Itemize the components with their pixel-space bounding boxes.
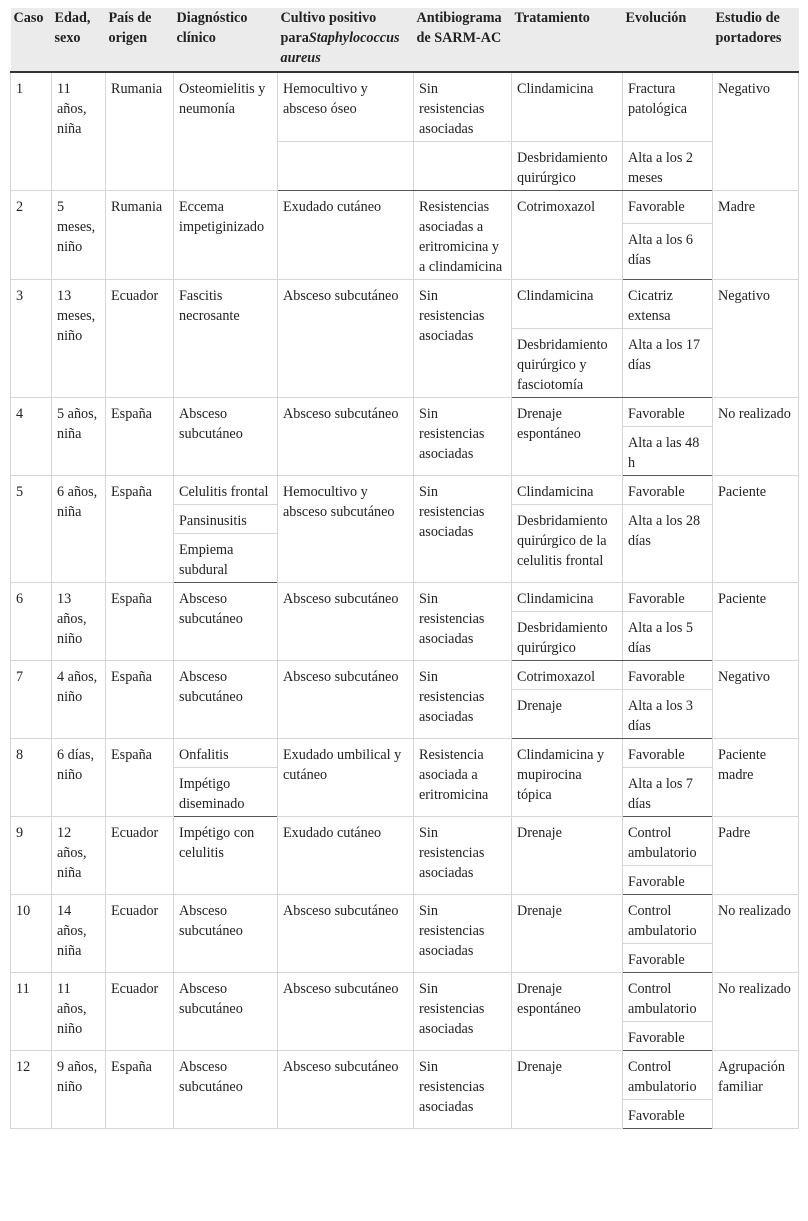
diagnosis: Pansinusitis: [174, 505, 278, 534]
culture: Absceso subcutáneo: [278, 280, 414, 398]
header-cultivo: [278, 8, 414, 72]
diagnosis: Osteomielitis y neumonía: [174, 72, 278, 191]
carrier-study: Paciente: [713, 583, 799, 661]
case-number: 6: [11, 583, 52, 661]
culture: Absceso subcutáneo: [278, 398, 414, 476]
case-number: 2: [11, 191, 52, 280]
outcome: Control ambulatorio: [623, 973, 713, 1022]
age-sex: 14 años, niña: [52, 895, 106, 973]
country: España: [106, 661, 174, 739]
country: España: [106, 1051, 174, 1129]
treatment: Desbridamiento quirúrgico: [512, 142, 623, 191]
carrier-study: Padre: [713, 817, 799, 895]
case-number: 4: [11, 398, 52, 476]
carrier-study: Paciente madre: [713, 739, 799, 817]
treatment: Drenaje espontáneo: [512, 398, 623, 476]
age-sex: 12 años, niña: [52, 817, 106, 895]
treatment: Cotrimoxazol: [512, 191, 623, 280]
age-sex: 11 años, niño: [52, 973, 106, 1051]
age-sex: 4 años, niño: [52, 661, 106, 739]
country: España: [106, 476, 174, 583]
header-portadores: Estudio de portadores: [713, 8, 799, 72]
case-number: 3: [11, 280, 52, 398]
carrier-study: Agrupación familiar: [713, 1051, 799, 1129]
culture: Hemocultivo y absceso óseo: [278, 72, 414, 142]
treatment: Clindamicina: [512, 280, 623, 329]
outcome: Alta a los 17 días: [623, 329, 713, 398]
carrier-study: Negativo: [713, 72, 799, 191]
case-number: 12: [11, 1051, 52, 1129]
outcome: Alta a los 28 días: [623, 505, 713, 583]
diagnosis: Onfalitis: [174, 739, 278, 768]
header-antibiograma: Antibiograma de SARM-AC: [414, 8, 512, 72]
header-pais: País de origen: [106, 8, 174, 72]
diagnosis: Absceso subcutáneo: [174, 973, 278, 1051]
table-row: [11, 583, 799, 612]
outcome: Favorable: [623, 583, 713, 612]
treatment: Desbridamiento quirúrgico: [512, 612, 623, 661]
table-row: [11, 973, 799, 1022]
diagnosis: Empiema subdural: [174, 534, 278, 583]
header-row: [11, 8, 799, 72]
antibiogram: Sin resistencias asociadas: [414, 583, 512, 661]
outcome: Favorable: [623, 1022, 713, 1051]
outcome: Favorable: [623, 1100, 713, 1129]
table-row: [11, 72, 799, 142]
outcome: Favorable: [623, 476, 713, 505]
treatment: Clindamicina: [512, 72, 623, 142]
culture: Exudado umbilical y cutáneo: [278, 739, 414, 817]
carrier-study: No realizado: [713, 398, 799, 476]
carrier-study: Paciente: [713, 476, 799, 583]
header-evolucion: Evolución: [623, 8, 713, 72]
outcome: Favorable: [623, 739, 713, 768]
table-body: [11, 72, 799, 1129]
header-cultivo-organism: Staphylococcus aureus: [280, 30, 400, 66]
treatment: Desbridamiento quirúrgico de la celulitis frontal: [512, 505, 623, 583]
treatment: Drenaje: [512, 690, 623, 739]
outcome: Favorable: [623, 398, 713, 427]
table-row: [11, 661, 799, 690]
table-row: [11, 817, 799, 866]
treatment: Drenaje: [512, 895, 623, 973]
diagnosis: Absceso subcutáneo: [174, 1051, 278, 1129]
diagnosis: Eccema impetiginizado: [174, 191, 278, 280]
country: Ecuador: [106, 973, 174, 1051]
outcome: Control ambulatorio: [623, 817, 713, 866]
country: Rumania: [106, 191, 174, 280]
case-number: 10: [11, 895, 52, 973]
table-row: [11, 280, 799, 329]
culture: Exudado cutáneo: [278, 191, 414, 280]
antibiogram: Sin resistencias asociadas: [414, 817, 512, 895]
case-number: 11: [11, 973, 52, 1051]
outcome: Favorable: [623, 944, 713, 973]
carrier-study: Negativo: [713, 280, 799, 398]
outcome: Control ambulatorio: [623, 895, 713, 944]
culture: Absceso subcutáneo: [278, 973, 414, 1051]
antibiogram: Sin resistencias asociadas: [414, 661, 512, 739]
culture: Exudado cutáneo: [278, 817, 414, 895]
age-sex: 11 años, niña: [52, 72, 106, 191]
table-row: [11, 1051, 799, 1100]
antibiogram: Sin resistencias asociadas: [414, 895, 512, 973]
table-row: [11, 191, 799, 224]
diagnosis: Celulitis frontal: [174, 476, 278, 505]
antibiogram: Sin resistencias asociadas: [414, 1051, 512, 1129]
diagnosis: Fascitis necrosante: [174, 280, 278, 398]
treatment: Desbridamiento quirúrgico y fasciotomía: [512, 329, 623, 398]
treatment: Clindamicina: [512, 583, 623, 612]
table-row: [11, 895, 799, 944]
country: España: [106, 739, 174, 817]
empty-cell: [278, 142, 414, 191]
outcome: Alta a las 48 h: [623, 427, 713, 476]
age-sex: 5 meses, niño: [52, 191, 106, 280]
age-sex: 6 días, niño: [52, 739, 106, 817]
outcome: Favorable: [623, 661, 713, 690]
antibiogram: Sin resistencias asociadas: [414, 398, 512, 476]
case-number: 8: [11, 739, 52, 817]
carrier-study: Negativo: [713, 661, 799, 739]
case-number: 5: [11, 476, 52, 583]
outcome: Alta a los 6 días: [623, 224, 713, 280]
carrier-study: No realizado: [713, 973, 799, 1051]
culture: Hemocultivo y absceso subcutáneo: [278, 476, 414, 583]
culture: Absceso subcutáneo: [278, 583, 414, 661]
case-number: 9: [11, 817, 52, 895]
header-edad: Edad, sexo: [52, 8, 106, 72]
antibiogram: Sin resistencias asociadas: [414, 280, 512, 398]
outcome: Alta a los 2 meses: [623, 142, 713, 191]
age-sex: 13 meses, niño: [52, 280, 106, 398]
country: Ecuador: [106, 280, 174, 398]
table-row: [11, 398, 799, 427]
treatment: Cotrimoxazol: [512, 661, 623, 690]
diagnosis: Absceso subcutáneo: [174, 895, 278, 973]
age-sex: 6 años, niña: [52, 476, 106, 583]
outcome: Cicatriz extensa: [623, 280, 713, 329]
diagnosis: Impétigo con celulitis: [174, 817, 278, 895]
treatment: Drenaje: [512, 1051, 623, 1129]
header-caso: Caso: [11, 8, 52, 72]
diagnosis: Impétigo diseminado: [174, 768, 278, 817]
diagnosis: Absceso subcutáneo: [174, 661, 278, 739]
outcome: Alta a los 5 días: [623, 612, 713, 661]
table-row: [11, 739, 799, 768]
country: España: [106, 583, 174, 661]
country: Rumania: [106, 72, 174, 191]
treatment: Clindamicina y mupirocina tópica: [512, 739, 623, 817]
antibiogram: Resistencia asociada a eritromicina: [414, 739, 512, 817]
carrier-study: Madre: [713, 191, 799, 280]
diagnosis: Absceso subcutáneo: [174, 583, 278, 661]
header-cultivo-prefix: Cultivo positivo para: [280, 10, 377, 46]
empty-cell: [414, 142, 512, 191]
age-sex: 5 años, niña: [52, 398, 106, 476]
antibiogram: Sin resistencias asociadas: [414, 476, 512, 583]
header-diagnostico: Diagnóstico clínico: [174, 8, 278, 72]
country: Ecuador: [106, 817, 174, 895]
treatment: Drenaje espontáneo: [512, 973, 623, 1051]
carrier-study: No realizado: [713, 895, 799, 973]
treatment: Clindamicina: [512, 476, 623, 505]
treatment: Drenaje: [512, 817, 623, 895]
outcome: Alta a los 7 días: [623, 768, 713, 817]
outcome: Favorable: [623, 191, 713, 224]
outcome: Control ambulatorio: [623, 1051, 713, 1100]
outcome: Alta a los 3 días: [623, 690, 713, 739]
case-number: 7: [11, 661, 52, 739]
antibiogram: Resistencias asociadas a eritromicina y a clindamicina: [414, 191, 512, 280]
outcome: Fractura patológica: [623, 72, 713, 142]
table-row: [11, 476, 799, 505]
country: Ecuador: [106, 895, 174, 973]
cases-table: [10, 8, 799, 1129]
outcome: Favorable: [623, 866, 713, 895]
culture: Absceso subcutáneo: [278, 661, 414, 739]
antibiogram: Sin resistencias asociadas: [414, 973, 512, 1051]
case-number: 1: [11, 72, 52, 191]
header-tratamiento: Tratamiento: [512, 8, 623, 72]
diagnosis: Absceso subcutáneo: [174, 398, 278, 476]
culture: Absceso subcutáneo: [278, 1051, 414, 1129]
country: España: [106, 398, 174, 476]
antibiogram: Sin resistencias asociadas: [414, 72, 512, 142]
age-sex: 13 años, niño: [52, 583, 106, 661]
age-sex: 9 años, niño: [52, 1051, 106, 1129]
culture: Absceso subcutáneo: [278, 895, 414, 973]
